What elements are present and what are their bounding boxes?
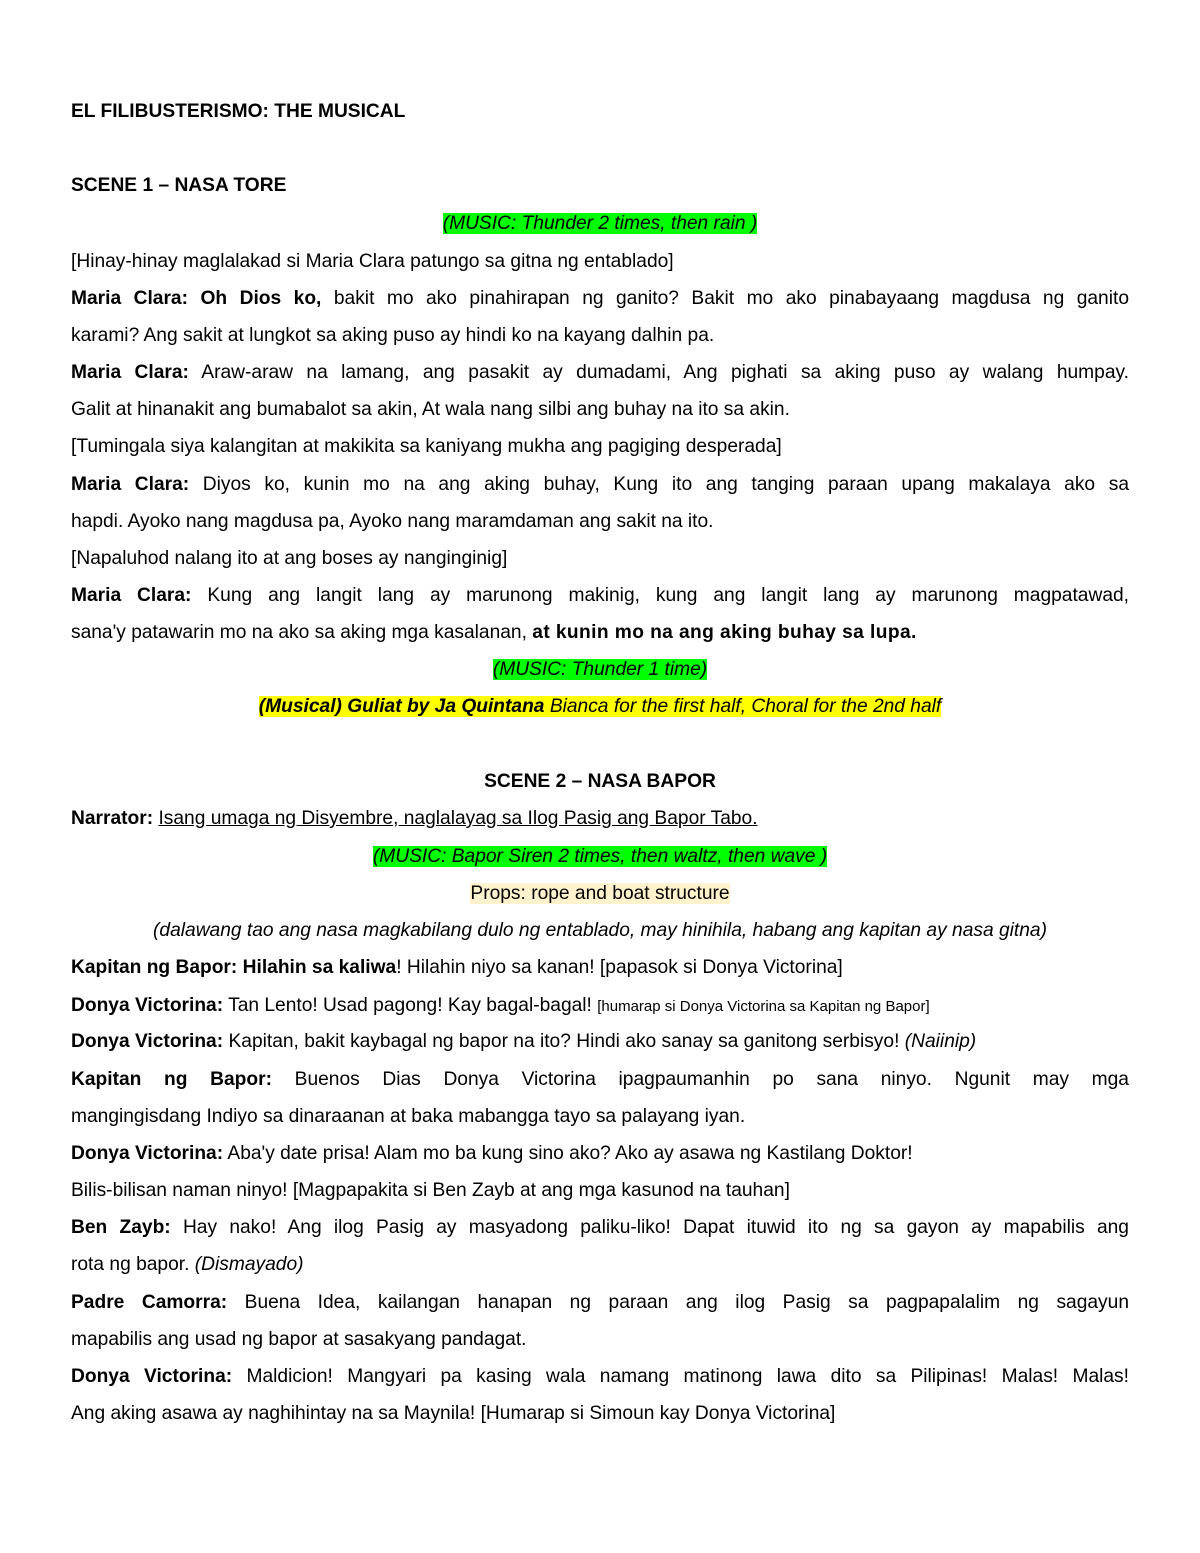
dialogue-continuation xyxy=(71,622,1129,644)
stage-direction-1: [Hinay-hinay maglalakad si Maria Clara patungo sa gitna ng entablado] xyxy=(71,251,674,272)
dialogue-line xyxy=(71,1069,1129,1091)
speaker-name: Padre Camorra: xyxy=(71,1292,228,1313)
props-note xyxy=(71,883,1129,905)
narrator-line xyxy=(71,808,1129,830)
speaker-name: Donya Victorina: xyxy=(71,1143,224,1164)
dialogue-text: Araw-araw na lamang, ang pasakit ay dumadami, Ang pighati sa aking puso ay walang humpay. xyxy=(201,362,1129,383)
emotion-note: (Dismayado) xyxy=(194,1254,304,1275)
musical-number xyxy=(71,696,1129,718)
scene1-heading: SCENE 1 – NASA TORE xyxy=(71,175,287,196)
dialogue-line xyxy=(71,362,1129,384)
dialogue-line xyxy=(71,1217,1129,1239)
dialogue-text: Maldicion! Mangyari pa kasing wala namang matinong lawa dito sa Pilipinas! Malas! Malas! xyxy=(246,1366,1129,1387)
speaker-name: Donya Victorina: xyxy=(71,1031,224,1052)
dialogue-line xyxy=(71,1143,1129,1165)
dialogue-text: Kapitan, bakit kaybagal ng bapor na ito? Hindi ako sanay sa ganitong serbisyo! xyxy=(228,1031,900,1052)
dialogue-text: Diyos ko, kunin mo na ang aking buhay, Kung ito ang tanging paraan upang makalaya ako sa xyxy=(202,474,1129,495)
dialogue-line xyxy=(71,1366,1129,1388)
dialogue-line xyxy=(71,1031,1129,1053)
dialogue-continuation: hapdi. Ayoko nang magdusa pa, Ayoko nang maramdaman ang sakit na ito. xyxy=(71,511,714,532)
dialogue-text: Kung ang langit lang ay marunong makinig, kung ang langit lang ay marunong magpatawad, xyxy=(207,585,1129,606)
music-highlight: (MUSIC: Bapor Siren 2 times, then waltz, then wave ) xyxy=(372,846,828,867)
stage-direction-2: [Tumingala siya kalangitan at makikita sa kaniyang mukha ang pagiging desperada] xyxy=(71,436,782,457)
small-stage-direction: [humarap si Donya Victorina sa Kapitan ng Bapor] xyxy=(597,998,930,1015)
document-title: EL FILIBUSTERISMO: THE MUSICAL xyxy=(71,101,406,122)
dialogue-continuation: mangingisdang Indiyo sa dinaraanan at baka mabangga tayo sa palayang iyan. xyxy=(71,1106,746,1127)
emphasis-text: Hilahin sa kaliwa xyxy=(242,957,397,978)
dialogue-line xyxy=(71,1292,1129,1314)
emphasis-text: Oh Dios ko, xyxy=(200,288,322,309)
speaker-name: Maria Clara: xyxy=(71,474,190,495)
dialogue-continuation: Galit at hinanakit ang bumabalot sa akin, At wala nang silbi ang buhay na ito sa akin. xyxy=(71,399,790,420)
speaker-name: Kapitan ng Bapor: xyxy=(71,1069,272,1090)
emphasis-text: at kunin mo na ang aking buhay sa lupa. xyxy=(532,622,917,643)
dialogue-continuation: Ang aking asawa ay naghihintay na sa Maynila! [Humarap si Simoun kay Donya Victorina] xyxy=(71,1403,836,1424)
scene1-music-cue-2 xyxy=(71,659,1129,681)
dialogue-text: bakit mo ako pinahirapan ng ganito? Bakit mo ako pinabayaang magdusa ng ganito xyxy=(333,288,1129,309)
dialogue-continuation: Bilis-bilisan naman ninyo! [Magpapakita si Ben Zayb at ang mga kasunod na tauhan] xyxy=(71,1180,790,1201)
music-highlight: (MUSIC: Thunder 1 time) xyxy=(492,659,708,680)
scene1-music-cue-1 xyxy=(71,213,1129,235)
dialogue-line xyxy=(71,995,1129,1018)
emotion-note: (Naiinip) xyxy=(904,1031,977,1052)
speaker-name: Maria Clara: xyxy=(71,288,188,309)
dialogue-text: ! Hilahin niyo sa kanan! [papasok si Donya Victorina] xyxy=(396,957,843,978)
dialogue-text: Buena Idea, kailangan hanapan ng paraan ang ilog Pasig sa pagpapalalim ng sagayun xyxy=(244,1292,1129,1313)
scene2-heading: SCENE 2 – NASA BAPOR xyxy=(484,771,716,792)
speaker-name: Ben Zayb: xyxy=(71,1217,171,1238)
song-title: (Musical) Guliat by Ja Quintana xyxy=(258,696,545,717)
dialogue-text: sana'y patawarin mo na ako sa aking mga kasalanan, xyxy=(71,622,527,643)
dialogue-text: Hay nako! Ang ilog Pasig ay masyadong paliku-liko! Dapat ituwid ito ng sa gayon ay mapabilis ang xyxy=(182,1217,1129,1238)
dialogue-continuation: karami? Ang sakit at lungkot sa aking puso ay hindi ko na kayang dalhin pa. xyxy=(71,325,715,346)
dialogue-line xyxy=(71,288,1129,310)
dialogue-text: Tan Lento! Usad pagong! Kay bagal-bagal! xyxy=(228,995,592,1016)
scene2-stage-direction: (dalawang tao ang nasa magkabilang dulo ng entablado, may hinihila, habang ang kapitan ay nasa gitna) xyxy=(153,920,1047,941)
dialogue-continuation xyxy=(71,1254,1129,1276)
speaker-name: Donya Victorina: xyxy=(71,1366,233,1387)
song-performers: Bianca for the first half, Choral for the 2nd half xyxy=(544,696,942,717)
speaker-name: Maria Clara: xyxy=(71,585,192,606)
speaker-name: Narrator: xyxy=(71,808,154,829)
dialogue-continuation: mapabilis ang usad ng bapor at sasakyang pandagat. xyxy=(71,1329,527,1350)
dialogue-line xyxy=(71,957,1129,979)
music-highlight: (MUSIC: Thunder 2 times, then rain ) xyxy=(442,213,758,234)
dialogue-line xyxy=(71,474,1129,496)
stage-direction-3: [Napaluhod nalang ito at ang boses ay nanginginig] xyxy=(71,548,508,569)
scene2-music-cue-1 xyxy=(71,846,1129,868)
speaker-name: Kapitan ng Bapor: xyxy=(71,957,238,978)
speaker-name: Maria Clara: xyxy=(71,362,189,383)
speaker-name: Donya Victorina: xyxy=(71,995,224,1016)
dialogue-line xyxy=(71,585,1129,607)
dialogue-text: rota ng bapor. xyxy=(71,1254,190,1275)
dialogue-text: Aba'y date prisa! Alam mo ba kung sino ako? Ako ay asawa ng Kastilang Doktor! xyxy=(227,1143,913,1164)
musical-highlight xyxy=(259,696,942,717)
props-highlight: Props: rope and boat structure xyxy=(470,883,730,904)
narration-text: Isang umaga ng Disyembre, naglalayag sa Ilog Pasig ang Bapor Tabo. xyxy=(158,808,758,829)
dialogue-text: Buenos Dias Donya Victorina ipagpaumanhin po sana ninyo. Ngunit may mga xyxy=(294,1069,1129,1090)
